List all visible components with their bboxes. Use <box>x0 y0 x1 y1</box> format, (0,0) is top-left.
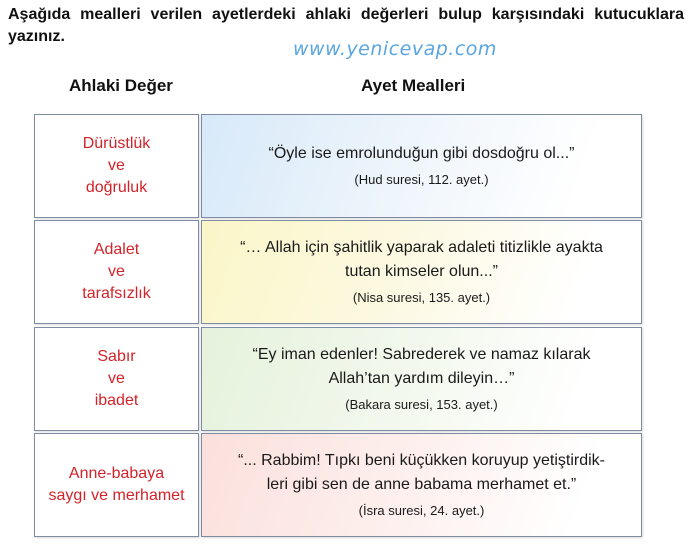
value-text: ve <box>108 370 125 387</box>
value-cell <box>34 220 199 324</box>
value-cell <box>34 433 199 537</box>
verse-text: leri gibi sen de anne babama merhamet et.” <box>266 476 577 493</box>
table-row <box>34 220 642 324</box>
watermark: www.yenicevap.com <box>293 38 497 60</box>
verse-text: “... Rabbim! Tıpkı beni küçükken koruyup yetiştirdik- <box>238 452 605 469</box>
instruction-text: Aşağıda mealleri verilen ayetlerdeki ahlaki değerleri bulup karşısındaki kutucuklara yazınız. <box>8 6 684 45</box>
verse-text: “Öyle ise emrolunduğun gibi dosdoğru ol...” <box>268 145 575 162</box>
value-text: Adalet <box>93 241 140 258</box>
verse-text: Allah’tan yardım dileyin…” <box>328 370 515 387</box>
table-row <box>34 433 642 537</box>
value-text: ve <box>108 263 125 280</box>
verse-source: (Nisa suresi, 135. ayet.) <box>352 290 491 305</box>
verse-text: tutan kimseler olun...” <box>345 263 498 280</box>
value-cell <box>34 327 199 431</box>
value-text: ve <box>108 157 125 174</box>
verse-cell <box>201 114 642 218</box>
value-text: ibadet <box>94 392 139 409</box>
value-text: saygı ve merhamet <box>48 487 185 504</box>
value-text: Sabır <box>97 348 136 365</box>
table-row <box>34 114 642 218</box>
verse-text: “Ey iman edenler! Sabrederek ve namaz kılarak <box>252 346 591 363</box>
verse-source: (İsra suresi, 24. ayet.) <box>358 503 485 518</box>
column-header-verses: Ayet Mealleri <box>361 76 466 95</box>
verse-source: (Bakara suresi, 153. ayet.) <box>345 397 498 412</box>
verse-text: “… Allah için şahitlik yaparak adaleti titizlikle ayakta <box>240 239 603 256</box>
verse-cell <box>201 327 642 431</box>
verse-cell <box>201 433 642 537</box>
value-text: tarafsızlık <box>82 285 151 302</box>
value-cell <box>34 114 199 218</box>
column-header-value: Ahlaki Değer <box>69 76 173 95</box>
value-text: Dürüstlük <box>82 135 151 152</box>
value-text: Anne-babaya <box>68 465 165 482</box>
table-row <box>34 327 642 431</box>
verse-source: (Hud suresi, 112. ayet.) <box>354 172 489 187</box>
verse-cell <box>201 220 642 324</box>
value-text: doğruluk <box>85 179 148 196</box>
